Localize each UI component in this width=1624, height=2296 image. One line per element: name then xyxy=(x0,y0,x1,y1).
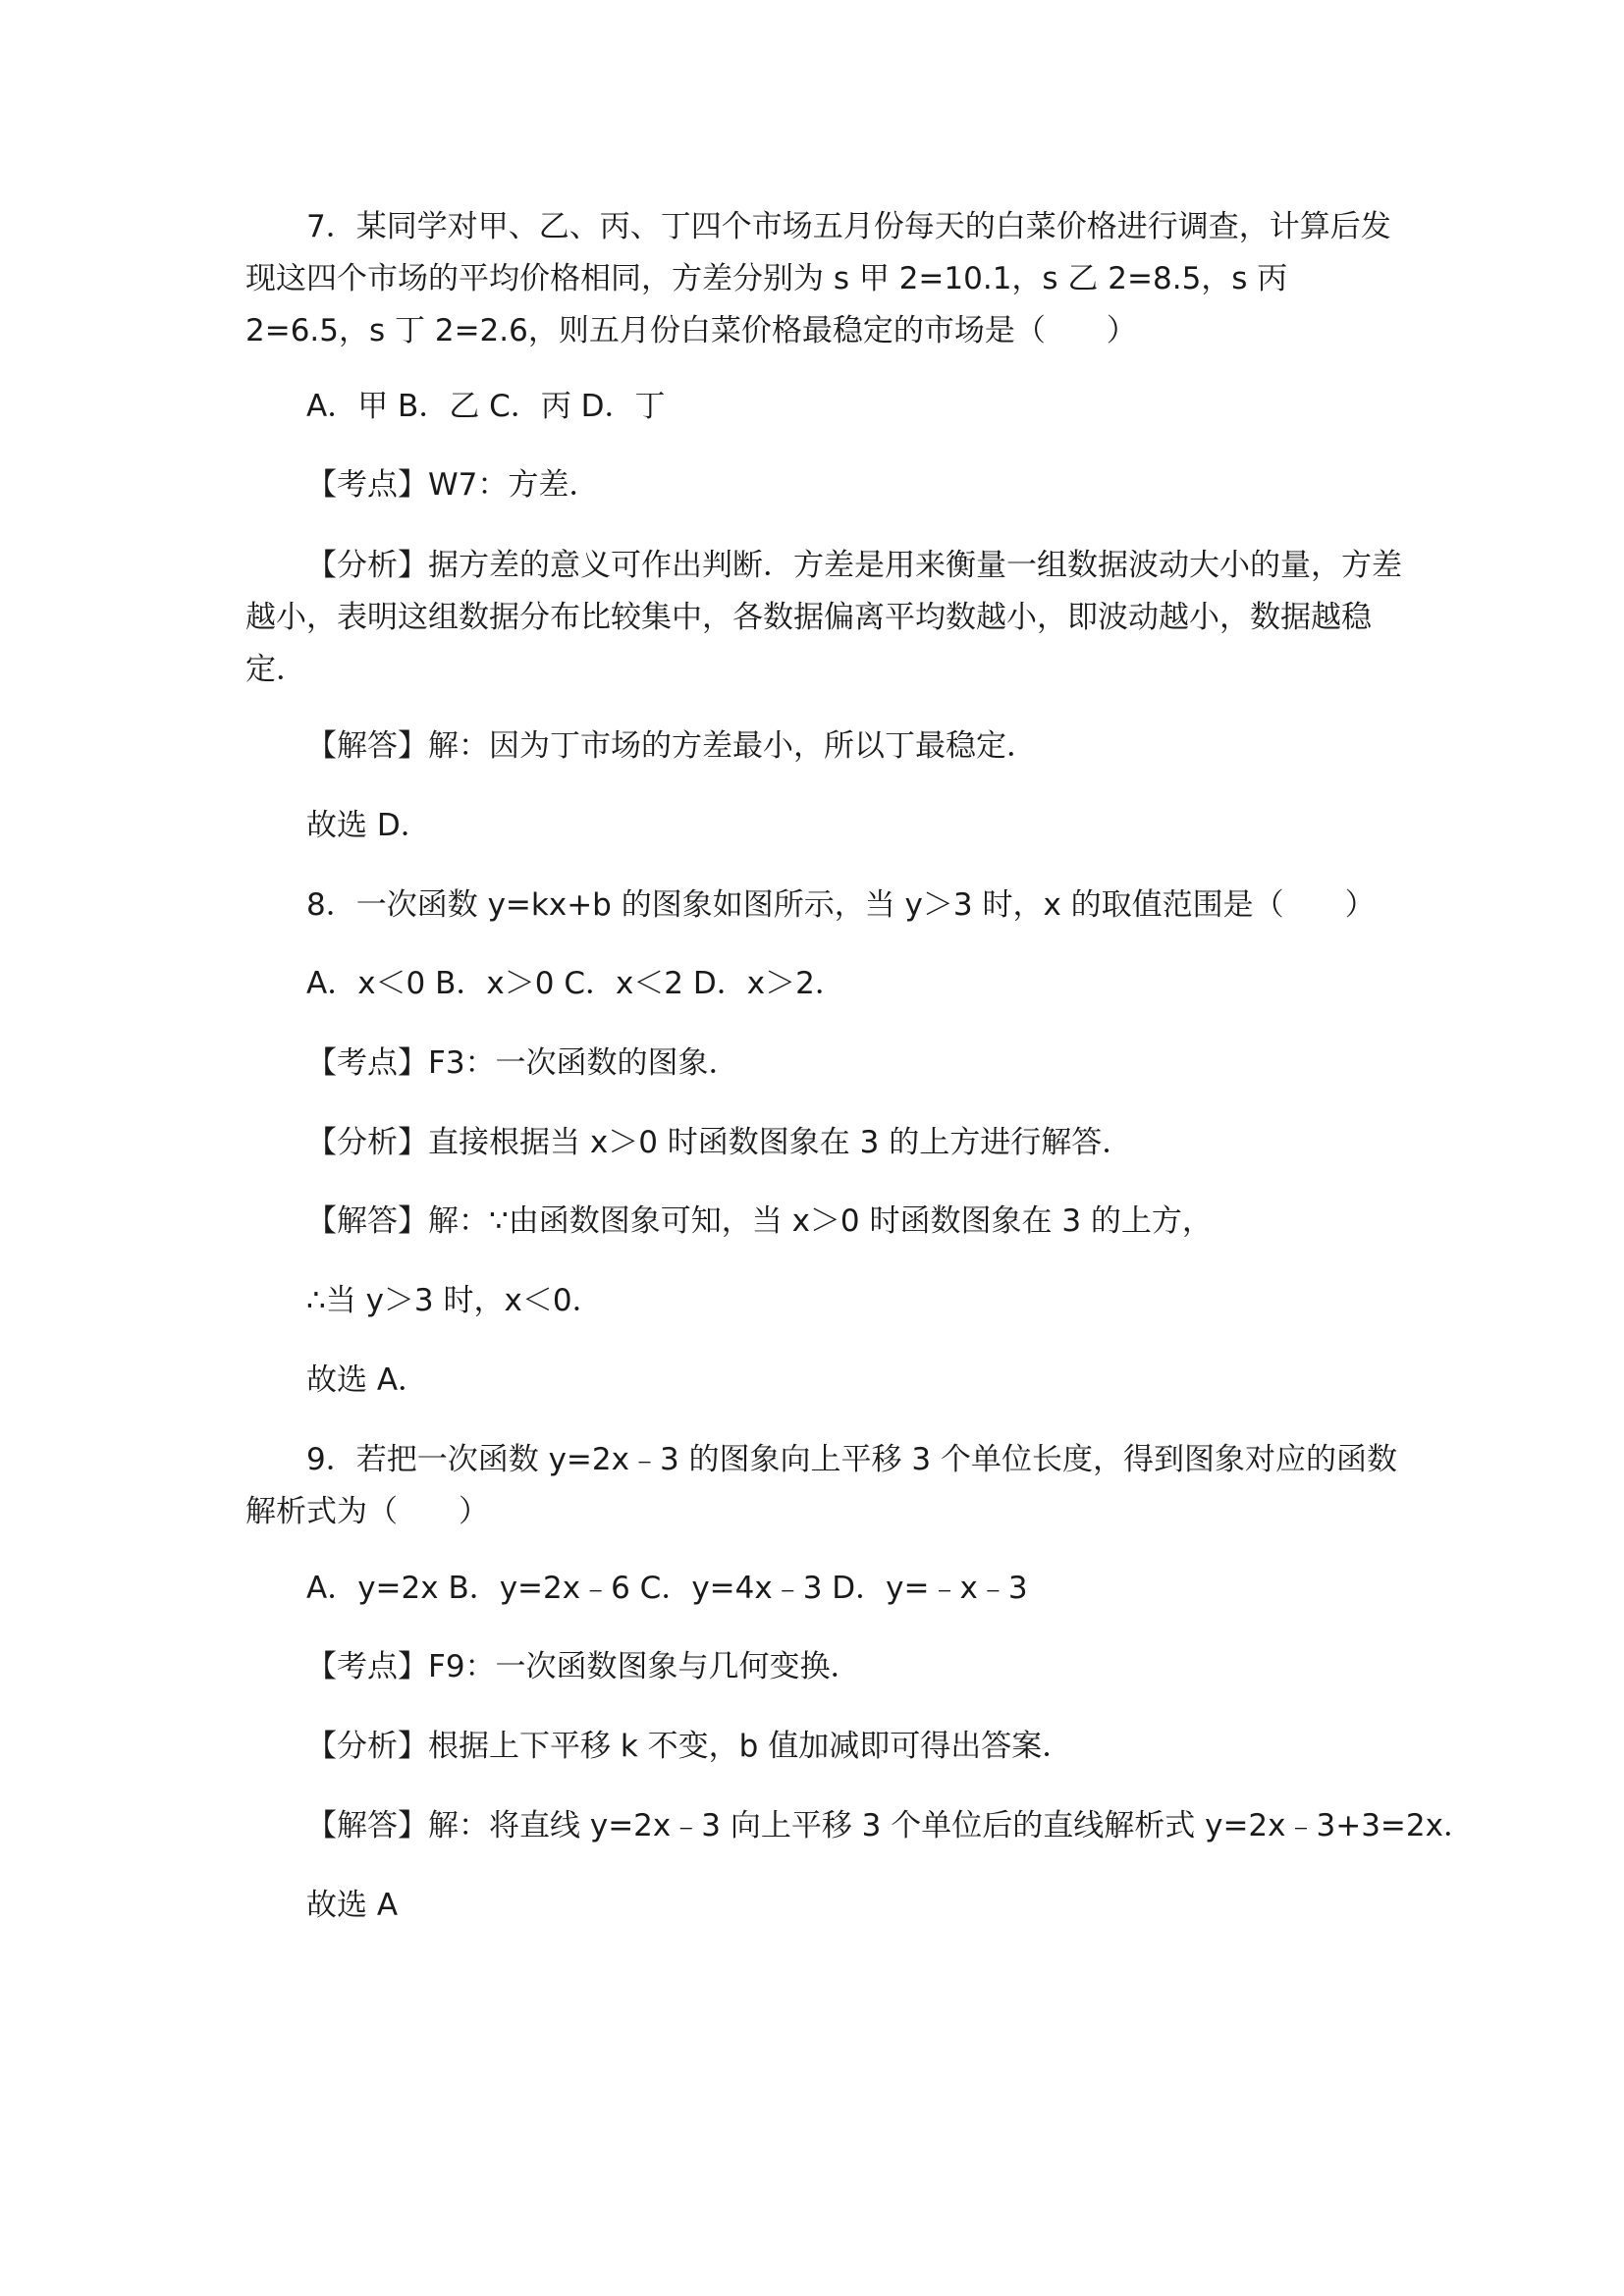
q7-kaodian: 【考点】W7：方差． xyxy=(306,467,600,503)
q8-jieda: 【解答】解：∵由函数图象可知，当 x＞0 时函数图象在 3 的上方， xyxy=(306,1203,1213,1239)
q7-options: A．甲 B．乙 C．丙 D．丁 xyxy=(306,389,666,424)
q9-kaodian: 【考点】F9：一次函数图象与几何变换． xyxy=(306,1649,861,1684)
q9-options: A．y=2x B．y=2x﹣6 C．y=4x﹣3 D．y=﹣x﹣3 xyxy=(306,1571,1028,1606)
q7-question: 7．某同学对甲、乙、丙、丁四个市场五月份每天的白菜价格进行调查，计算后发现这四个市场的平均价格相同，方差分别为 s 甲 2=10.1，s 乙 2=8.5，s 丙 2=6.5，s 丁 2=2.6，则五月份白菜价格最稳定的市场是（ ） xyxy=(245,209,1391,348)
q7-answer: 故选 D． xyxy=(306,808,431,843)
q8-answer: 故选 A． xyxy=(306,1362,429,1398)
q8-question: 8．一次函数 y=kx+b 的图象如图所示，当 y＞3 时，x 的取值范围是（ ） xyxy=(306,887,1376,923)
q8-kaodian: 【考点】F3：一次函数的图象． xyxy=(306,1045,739,1081)
q9-jieda: 【解答】解：将直线 y=2x﹣3 向上平移 3 个单位后的直线解析式 y=2x﹣3+3=2x． xyxy=(306,1808,1474,1843)
q9-fenxi: 【分析】根据上下平移 k 不变，b 值加减即可得出答案． xyxy=(306,1729,1073,1764)
q8-fenxi: 【分析】直接根据当 x＞0 时函数图象在 3 的上方进行解答． xyxy=(306,1125,1133,1160)
q8-therefore: ∴当 y＞3 时，x＜0． xyxy=(306,1283,603,1318)
q9-question: 9．若把一次函数 y=2x﹣3 的图象向上平移 3 个单位长度，得到图象对应的函数解析式为（ ） xyxy=(245,1442,1397,1529)
q9-answer: 故选 A xyxy=(306,1888,399,1923)
q7-fenxi: 【分析】据方差的意义可作出判断．方差是用来衡量一组数据波动大小的量，方差越小，表明这组数据分布比较集中，各数据偏离平均数越小，即波动越小，数据越稳定． xyxy=(245,548,1402,687)
q8-options: A．x＜0 B．x＞0 C．x＜2 D．x＞2． xyxy=(306,966,845,1001)
q7-jieda: 【解答】解：因为丁市场的方差最小，所以丁最稳定． xyxy=(306,728,1037,764)
